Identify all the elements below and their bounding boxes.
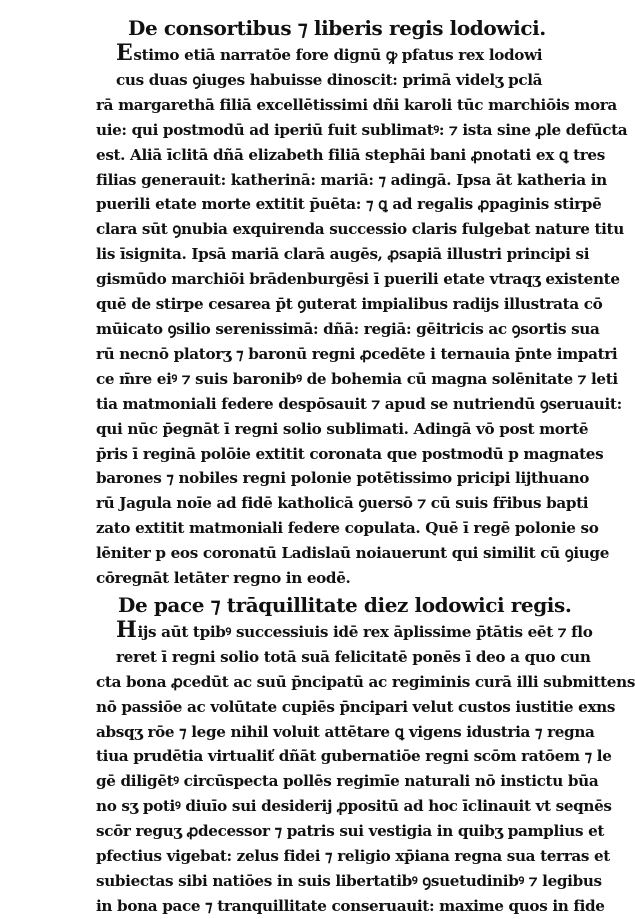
text-line: filias generauit: katherinā: mariā: ⁊ adingā. Ipsa āt katheria in: [96, 170, 607, 189]
text-line: cta bona ꝓcedūt ac suū p̄ncipatū ac regiminis curā illi submittens: [96, 672, 635, 691]
text-line: quē de stirpe cesarea p̄t ꝯuterat impialibus radijs illustrata cō: [96, 295, 603, 314]
initial-letter: H: [116, 616, 137, 643]
text-line: subiectas sibi natiōes in suis libertatibꝰ ꝯsuetudinibꝰ ⁊ legibus: [96, 872, 602, 890]
text-line: zato extitit matmoniali federe copulata. Quē ī regē polonie so: [96, 519, 599, 538]
text-line: tia matmoniali federe despōsauit ⁊ apud se nutriendū ꝯseruauit:: [96, 394, 622, 413]
text-line: Hijs aūt tpibꝰ successiuis idē rex āplissime p̄tātis eēt ⁊ flo: [116, 616, 593, 643]
text-line: in bona pace ⁊ tranquillitate conseruauit: maxime quos in fide: [96, 896, 605, 915]
text-line: rā margarethā filiā excellētissimi dñi karoli tūc marchiōis mora: [96, 95, 617, 114]
text-line: pfectius vigebat: zelus fidei ⁊ religio xp̄iana regna sua terras et: [96, 847, 610, 866]
text-line: no sʒ potiꝰ diuīo sui desiderij ꝓpositū ad hoc īclinauit vt seqnēs: [96, 797, 612, 816]
text-line: absqʒ rōe ⁊ lege nihil voluit attētare ꝗ vigens idustria ⁊ regna: [96, 722, 595, 741]
text-line: p̄ris ī reginā polōie extitit coronata que postmodū p magnates: [96, 444, 604, 463]
text-line: tiua prudētia virtualiť dñāt gubernatiōe regni scōm ratōem ⁊ le: [96, 747, 612, 766]
text-line: rū Jagula noīe ad fidē katholicā ꝯuersō ⁊ cū suis fr̄ibus bapti: [96, 494, 589, 513]
text-line: gē diligētꝰ circūspecta pollēs regimīe naturali nō instictu būa: [96, 772, 599, 791]
text-line: cus duas ꝯiuges habuisse dinoscit: primā videlʒ pclā: [116, 70, 543, 89]
text-line: rū necnō platorʒ ⁊ baronū regni ꝓcedēte i ternauia p̄nte impatri: [96, 344, 618, 363]
text-line: qui nūc p̄egnāt ī regni solio sublimati. Adingā vō post mortē: [96, 419, 589, 438]
text-line: gismūdo marchiōi brādenburgēsi ī puerili etate vtraqʒ existente: [96, 270, 620, 289]
text-line: clara sūt ꝯnubia exquirenda successio claris fulgebat nature titu: [96, 220, 624, 239]
text-line: lis īsignita. Ipsā mariā clarā augēs, ꝓsapiā illustri principi si: [96, 245, 590, 264]
section-heading-consortibus: De consortibus ⁊ liberis regis lodowici.: [128, 16, 546, 40]
text-line: reret ī regni solio totā suā felicitatē ponēs ī deo a quo cun: [116, 647, 591, 666]
text-line: scōr reguʒ ꝓdecessor ⁊ patris sui vestigia in quibʒ pamplius et: [96, 822, 605, 841]
initial-letter: E: [116, 40, 133, 66]
section-heading-pace: De pace ⁊ trāquillitate diez lodowici regis.: [118, 592, 572, 617]
text-line: ce m̄re eiꝰ ⁊ suis baronibꝰ de bohemia cū magna solēnitate ⁊ leti: [96, 369, 618, 388]
text-line: mūicato ꝯsilio serenissimā: dñā: regiā: gēitricis ac ꝯsortis sua: [96, 319, 600, 338]
text-line: est. Aliā īclitā dñā elizabeth filiā stephāi bani ꝓnotati ex ꝗ tres: [96, 145, 605, 164]
text-line: uie: qui postmodū ad iperiū fuit sublimatꝰ: ⁊ ista sine ꝓle defūcta: [96, 120, 628, 139]
text-block: [96, 16, 635, 919]
text-line: nō passiōe ac volūtate cupiēs p̄ncipari velut custos iustitie exns: [96, 697, 616, 716]
text-line: puerili etate morte extitit p̄uēta: ⁊ ꝗ ad regalis ꝓpaginis stirpē: [96, 195, 602, 214]
text-line: lēniter p eos coronatū Ladislaū noiauerunt qui similit cū ꝯiuge: [96, 544, 610, 563]
text-line: Estimo etiā narratōe fore dignū ꝙ pfatus rex lodowi: [116, 40, 543, 66]
text-line: cōregnāt letāter regno in eodē.: [96, 569, 351, 588]
text-line: barones ⁊ nobiles regni polonie potētissimo pricipi lijthuano: [96, 469, 590, 488]
